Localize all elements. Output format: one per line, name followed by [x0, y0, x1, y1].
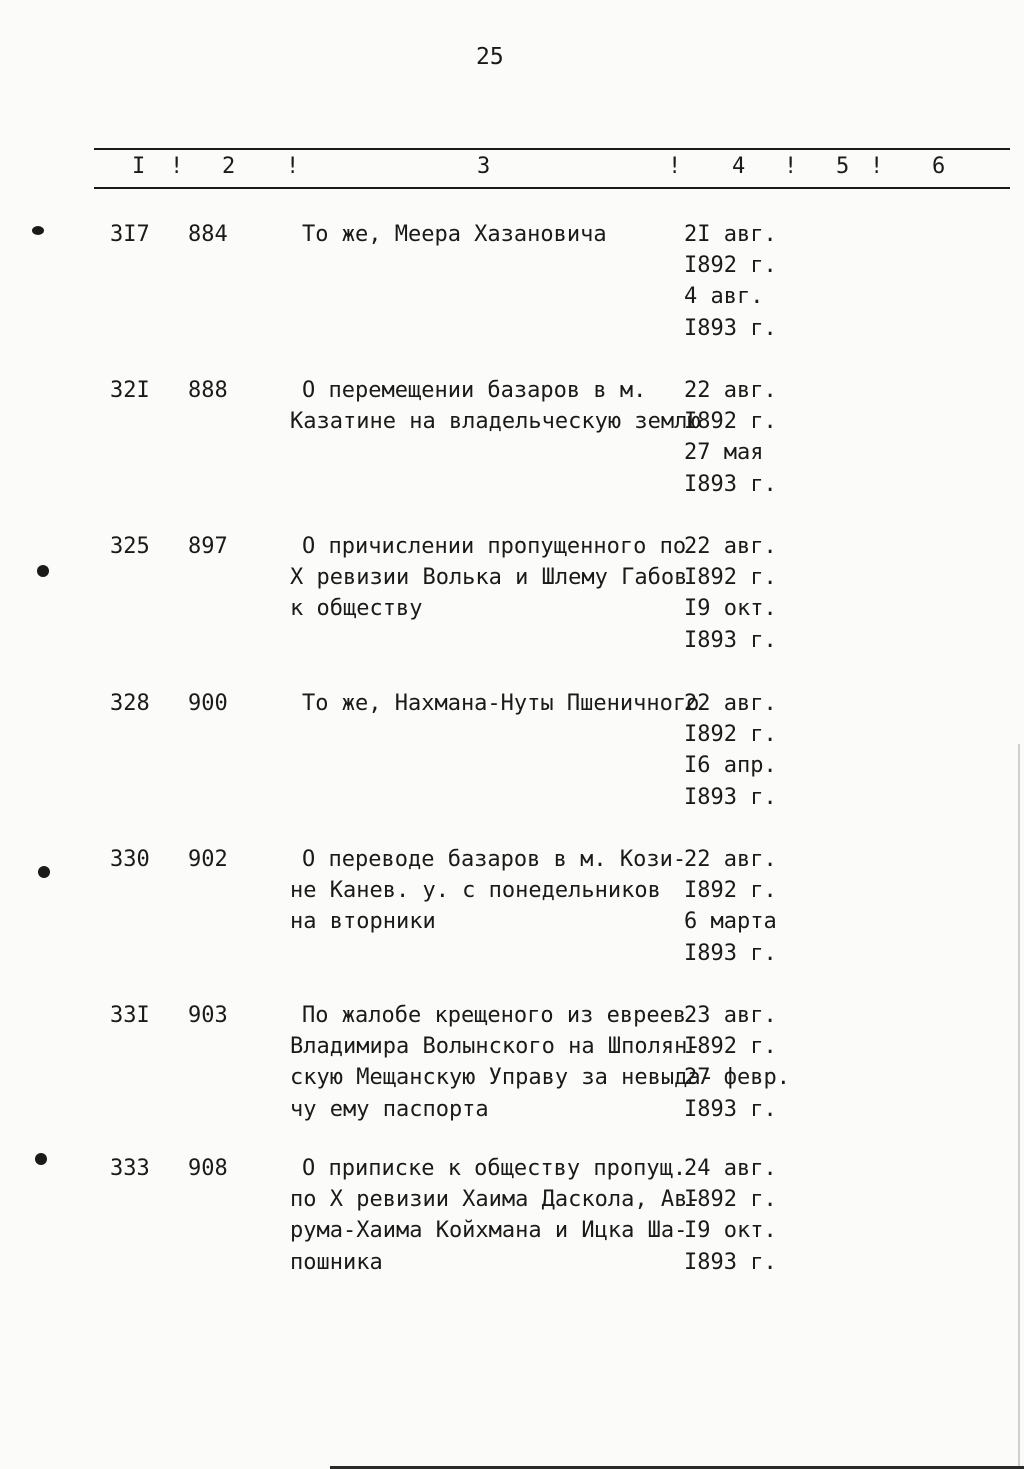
title-line: скую Мещанскую Управу за невыда- [290, 1065, 714, 1091]
table-row [0, 844, 1024, 974]
date-line: 27 февр. [684, 1065, 790, 1091]
entry-title [290, 1000, 714, 1125]
title-line: к обществу [290, 596, 423, 622]
header-separator: ! [170, 154, 184, 179]
entry-title [290, 531, 687, 625]
title-line: чу ему паспорта [290, 1096, 489, 1122]
date-line: 22 авг. [684, 378, 777, 403]
date-line: I9 окт. [684, 1218, 777, 1244]
entry-number: 328 [110, 691, 150, 716]
title-line: Казатине на владельческую землю [290, 409, 701, 435]
date-line: I893 г. [684, 1096, 777, 1122]
title-line: рума-Хаима Койхмана и Ицка Ша- [290, 1218, 688, 1244]
header-rule-top [94, 148, 1010, 150]
title-line: О переводе базаров в м. Кози- [302, 847, 687, 872]
header-col-4: 4 [732, 154, 746, 179]
date-line: I893 г. [684, 1249, 777, 1275]
date-line: I892 г. [684, 878, 777, 904]
title-line: То же, Меера Хазановича [302, 222, 607, 247]
entry-number: 333 [110, 1156, 150, 1181]
entry-title [302, 219, 607, 250]
date-line: I893 г. [684, 784, 777, 810]
date-line: I893 г. [684, 627, 777, 653]
date-line: I6 апр. [684, 753, 777, 779]
header-rule-bottom [94, 187, 1010, 189]
date-line: 22 авг. [684, 691, 777, 716]
header-separator: ! [668, 154, 682, 179]
entry-title [302, 688, 699, 719]
header-col-1: I [132, 154, 146, 179]
entry-number: 33I [110, 1003, 150, 1028]
scan-edge-right [1018, 744, 1020, 1469]
date-line: 6 марта [684, 909, 777, 935]
file-number: 897 [188, 534, 228, 559]
header-separator: ! [784, 154, 798, 179]
date-line: 27 мая [684, 440, 764, 466]
title-line: По жалобе крещеного из евреев [302, 1003, 687, 1028]
date-line: 23 авг. [684, 1003, 777, 1028]
title-line: не Канев. у. с понедельников [290, 878, 661, 904]
date-line: I893 г. [684, 471, 777, 497]
file-number: 888 [188, 378, 228, 403]
date-line: I9 окт. [684, 596, 777, 622]
file-number: 908 [188, 1156, 228, 1181]
date-line: 22 авг. [684, 847, 777, 872]
table-row [0, 1153, 1024, 1283]
date-line: I892 г. [684, 722, 777, 748]
date-line: 22 авг. [684, 534, 777, 559]
date-line: I892 г. [684, 565, 777, 591]
entry-title [290, 375, 701, 437]
table-row [0, 375, 1024, 505]
file-number: 900 [188, 691, 228, 716]
table-header [0, 154, 1024, 184]
table-row [0, 688, 1024, 818]
header-separator: ! [286, 154, 300, 179]
date-line: I892 г. [684, 1187, 777, 1213]
header-col-6: 6 [932, 154, 946, 179]
entry-number: 325 [110, 534, 150, 559]
date-line: 2I авг. [684, 222, 777, 247]
entry-number: 32I [110, 378, 150, 403]
date-line: I892 г. [684, 409, 777, 435]
entry-dates [684, 219, 777, 344]
header-col-3: 3 [477, 154, 491, 179]
punch-hole-mark [32, 226, 44, 235]
entry-number: 3I7 [110, 222, 150, 247]
date-line: I892 г. [684, 1034, 777, 1060]
date-line: I893 г. [684, 315, 777, 341]
title-line: О перемещении базаров в м. [302, 378, 647, 403]
entry-dates [684, 375, 777, 500]
date-line: 4 авг. [684, 284, 764, 310]
entry-title [290, 1153, 701, 1278]
header-col-5: 5 [836, 154, 850, 179]
page-number: 25 [476, 44, 504, 70]
file-number: 903 [188, 1003, 228, 1028]
title-line: по Х ревизии Хаима Даскола, Ав- [290, 1187, 701, 1213]
date-line: 24 авг. [684, 1156, 777, 1181]
title-line: на вторники [290, 909, 436, 935]
punch-hole-mark [35, 1153, 47, 1165]
entry-title [290, 844, 686, 938]
punch-hole-mark [38, 866, 50, 878]
header-separator: ! [870, 154, 884, 179]
title-line: Владимира Волынского на Шполян- [290, 1034, 701, 1060]
entry-dates [684, 844, 777, 969]
table-row [0, 219, 1024, 349]
punch-hole-mark [37, 565, 49, 577]
title-line: То же, Нахмана-Нуты Пшеничного [302, 691, 700, 716]
title-line: пошника [290, 1249, 383, 1275]
title-line: О причислении пропущенного по [302, 534, 687, 559]
file-number: 902 [188, 847, 228, 872]
table-row [0, 531, 1024, 661]
entry-dates [684, 1153, 777, 1278]
entry-dates [684, 531, 777, 656]
entry-dates [684, 1000, 790, 1125]
entry-number: 330 [110, 847, 150, 872]
date-line: I893 г. [684, 940, 777, 966]
entry-dates [684, 688, 777, 813]
title-line: Х ревизии Волька и Шлему Габов [290, 565, 688, 591]
date-line: I892 г. [684, 253, 777, 279]
title-line: О приписке к обществу пропущ. [302, 1156, 687, 1181]
header-col-2: 2 [222, 154, 236, 179]
table-row [0, 1000, 1024, 1130]
file-number: 884 [188, 222, 228, 247]
